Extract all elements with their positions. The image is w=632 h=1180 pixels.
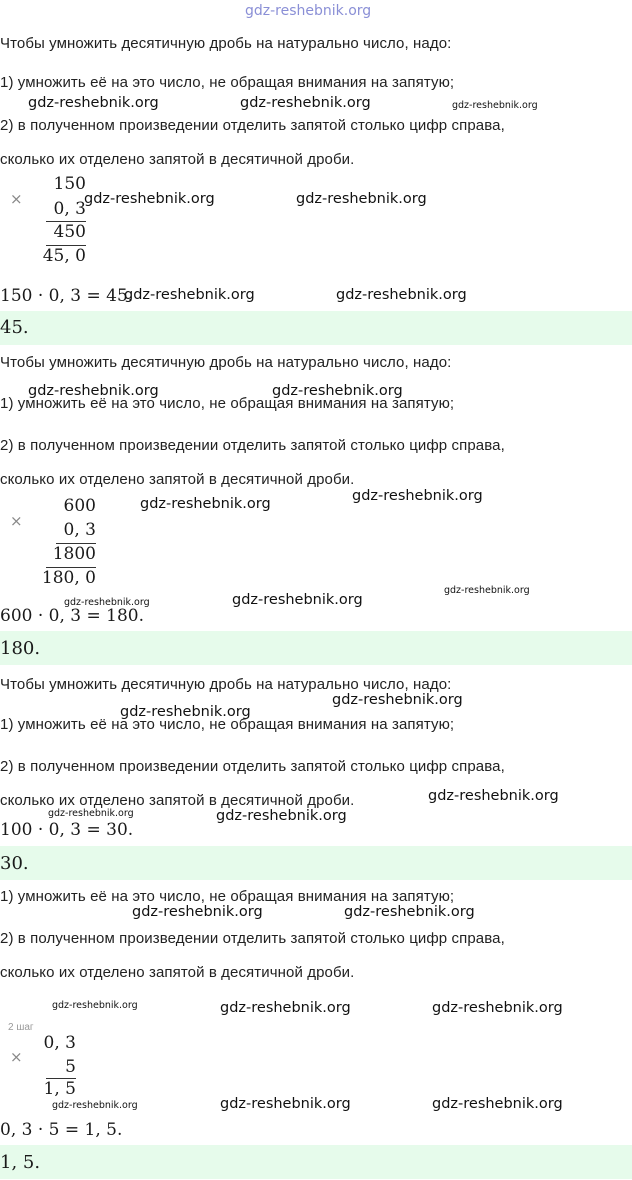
watermark: gdz-reshebnik.org: [120, 704, 251, 720]
rule-step2: 2) в полученном произведении отделить запятой столько цифр справа,: [0, 437, 505, 454]
watermark: gdz-reshebnik.org: [240, 95, 371, 111]
rule-step2b: сколько их отделено запятой в десятичной дроби.: [0, 151, 355, 168]
partial-product: 450: [53, 222, 86, 242]
answer: 45.: [0, 317, 29, 338]
equation: 600 · 0, 3 = 180.: [0, 606, 145, 626]
equation: 0, 3 · 5 = 1, 5.: [0, 1120, 123, 1140]
watermark: gdz-reshebnik.org: [220, 1000, 351, 1016]
watermark: gdz-reshebnik.org: [444, 585, 530, 596]
answer-band: [0, 846, 632, 880]
watermark: gdz-reshebnik.org: [216, 808, 347, 824]
factor-a: 150: [53, 174, 86, 194]
watermark: gdz-reshebnik.org: [52, 1000, 138, 1011]
rule-step1: 1) умножить её на это число, не обращая внимания на запятую;: [0, 716, 455, 733]
watermark: gdz-reshebnik.org: [64, 597, 150, 608]
watermark: gdz-reshebnik.org: [232, 592, 363, 608]
factor-a: 600: [63, 496, 96, 516]
rule-step2b: сколько их отделено запятой в десятичной дроби.: [0, 964, 355, 981]
answer-band: [0, 631, 632, 665]
watermark: gdz-reshebnik.org: [344, 904, 475, 920]
watermark: gdz-reshebnik.org: [296, 191, 427, 207]
watermark: gdz-reshebnik.org: [452, 100, 538, 111]
times-icon: ×: [10, 190, 23, 208]
equation: 100 · 0, 3 = 30.: [0, 820, 134, 840]
watermark: gdz-reshebnik.org: [28, 95, 159, 111]
rule-intro: Чтобы умножить десятичную дробь на натурально число, надо:: [0, 35, 452, 52]
rule-step1: 1) умножить её на это число, не обращая внимания на запятую;: [0, 395, 455, 412]
watermark: gdz-reshebnik.org: [28, 383, 159, 399]
answer-band: [0, 1145, 632, 1179]
answer: 180.: [0, 638, 41, 659]
times-icon: ×: [10, 512, 23, 530]
watermark: gdz-reshebnik.org: [52, 1100, 138, 1111]
step-label: 2 шаг: [8, 1022, 34, 1033]
answer: 30.: [0, 853, 29, 874]
times-icon: ×: [10, 1048, 23, 1066]
equation: 150 · 0, 3 = 45.: [0, 286, 134, 306]
factor-a: 0, 3: [43, 1033, 76, 1053]
column-result: 180, 0: [41, 568, 96, 588]
watermark: gdz-reshebnik.org: [272, 383, 403, 399]
rule-step2: 2) в полученном произведении отделить запятой столько цифр справа,: [0, 758, 505, 775]
answer: 1, 5.: [0, 1152, 41, 1173]
watermark: gdz-reshebnik.org: [84, 191, 215, 207]
watermark: gdz-reshebnik.org: [428, 788, 559, 804]
watermark: gdz-reshebnik.org: [124, 287, 255, 303]
watermark: gdz-reshebnik.org: [352, 488, 483, 504]
rule-step2: 2) в полученном произведении отделить запятой столько цифр справа,: [0, 930, 505, 947]
watermark: gdz-reshebnik.org: [132, 904, 263, 920]
rule-intro: Чтобы умножить десятичную дробь на натурально число, надо:: [0, 354, 452, 371]
watermark: gdz-reshebnik.org: [432, 1000, 563, 1016]
rule-step1: 1) умножить её на это число, не обращая внимания на запятую;: [0, 888, 455, 905]
rule-intro: Чтобы умножить десятичную дробь на натурально число, надо:: [0, 676, 452, 693]
watermark: gdz-reshebnik.org: [336, 287, 467, 303]
factor-b: 0, 3: [63, 520, 96, 540]
column-result: 45, 0: [42, 246, 86, 266]
watermark: gdz-reshebnik.org: [432, 1096, 563, 1112]
watermark: gdz-reshebnik.org: [220, 1096, 351, 1112]
answer-band: [0, 311, 632, 345]
watermark: gdz-reshebnik.org: [140, 496, 271, 512]
watermark: gdz-reshebnik.org: [332, 692, 463, 708]
factor-b: 0, 3: [53, 199, 86, 219]
column-result: 1, 5: [43, 1079, 76, 1099]
partial-product: 1800: [52, 544, 96, 564]
rule-step1: 1) умножить её на это число, не обращая внимания на запятую;: [0, 74, 455, 91]
top-watermark: gdz-reshebnik.org: [245, 3, 372, 19]
watermark: gdz-reshebnik.org: [48, 808, 134, 819]
factor-b: 5: [65, 1057, 76, 1077]
rule-step2b: сколько их отделено запятой в десятичной дроби.: [0, 471, 355, 488]
rule-step2: 2) в полученном произведении отделить запятой столько цифр справа,: [0, 117, 505, 134]
rule-step2b: сколько их отделено запятой в десятичной дроби.: [0, 792, 355, 809]
